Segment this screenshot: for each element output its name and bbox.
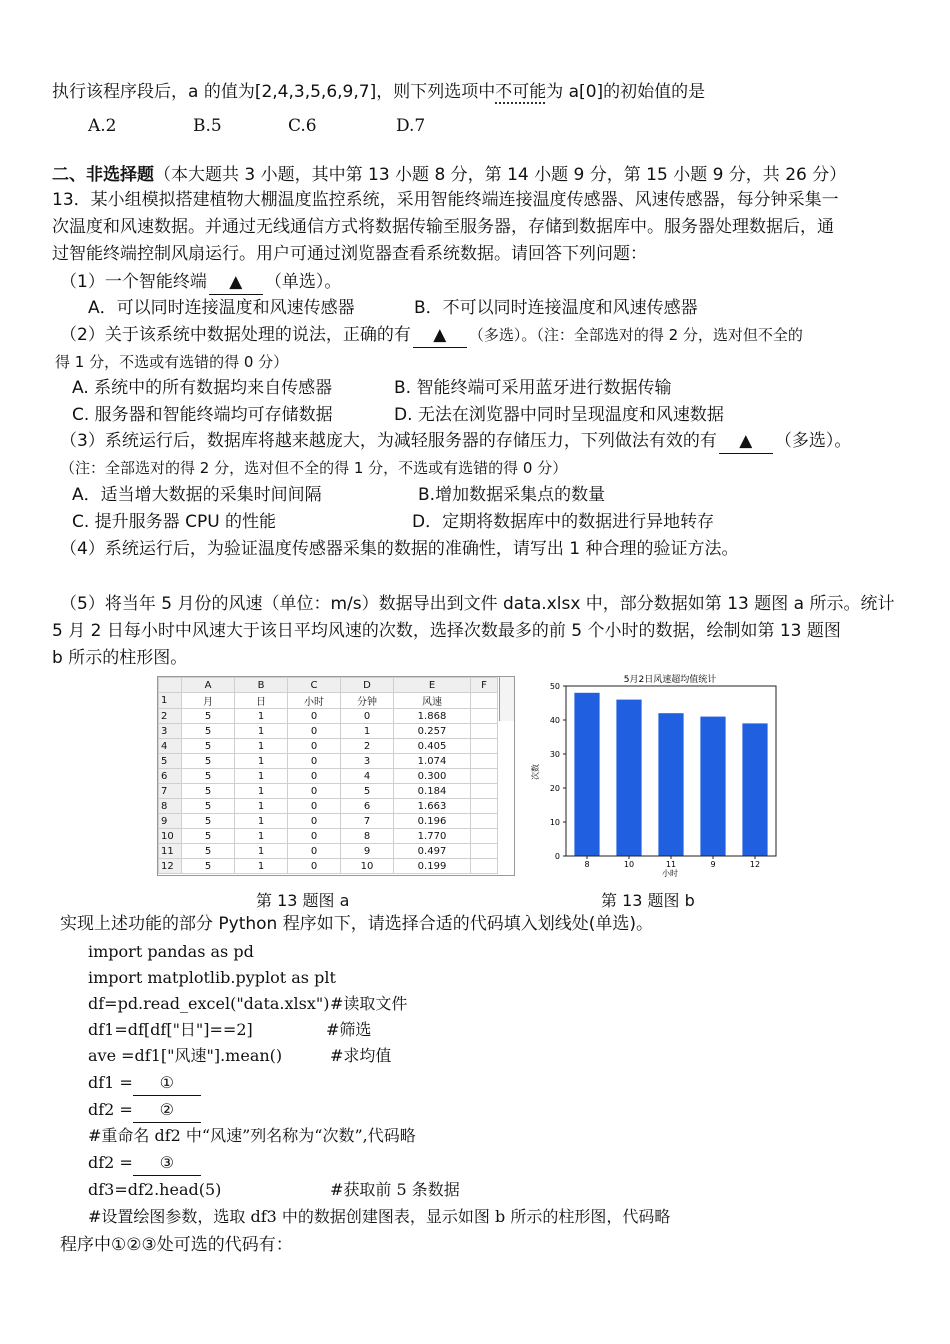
table-cell: 1 (235, 739, 288, 754)
table-cell: 1.074 (394, 754, 471, 769)
table-cell: 0.257 (394, 724, 471, 739)
y-tick-label: 40 (549, 716, 560, 725)
code-line-2: import matplotlib.pyplot as plt (88, 968, 336, 987)
row-number: 11 (159, 844, 182, 859)
q13-intro-1: 13．某小组模拟搭建植物大棚温度监控系统，采用智能终端连接温度传感器、风速传感器，每分钟采集一 (52, 190, 839, 210)
q12-option-b: B.5 (193, 116, 222, 136)
table-cell: 5 (182, 859, 235, 874)
spreadsheet-figure-a (157, 676, 515, 876)
table-cell: 0 (288, 724, 341, 739)
table-cell: 1.868 (394, 709, 471, 724)
y-axis-label: 次数 (531, 764, 540, 780)
col-letter: C (288, 678, 341, 693)
table-row (159, 829, 498, 844)
code-comment-4: #筛选 (326, 1020, 372, 1039)
table-cell: 10 (341, 859, 394, 874)
table-cell: 1.770 (394, 829, 471, 844)
table-cell: 1 (341, 724, 394, 739)
table-cell: 1 (235, 799, 288, 814)
row-number: 10 (159, 829, 182, 844)
empty-cell (471, 859, 498, 874)
table-cell: 0 (288, 739, 341, 754)
row-number: 12 (159, 859, 182, 874)
row-number: 3 (159, 724, 182, 739)
table-cell: 0.199 (394, 859, 471, 874)
col-letter: E (394, 678, 471, 693)
bar-chart-figure-b (530, 672, 780, 882)
q13-intro-2: 次温度和风速数据。并通过无线通信方式将数据传输至服务器，存储到数据库中。服务器处理数据后，通 (52, 217, 834, 237)
empty-cell (471, 844, 498, 859)
row-number: 8 (159, 799, 182, 814)
x-tick-label: 10 (623, 860, 635, 869)
q13-p3-option-d: D．定期将数据库中的数据进行异地转存 (412, 512, 715, 532)
code-line-5: ave =df1["风速"].mean() (88, 1046, 283, 1065)
row-number: 7 (159, 784, 182, 799)
table-cell: 0 (288, 769, 341, 784)
table-row (159, 769, 498, 784)
table-cell: 0.497 (394, 844, 471, 859)
code-intro: 实现上述功能的部分 Python 程序如下，请选择合适的代码填入划线处(单选)。 (60, 914, 653, 934)
q13-p2-option-c: C. 服务器和智能终端均可存储数据 (72, 405, 333, 425)
chart-title: 5月2日风速超均值统计 (623, 675, 717, 685)
empty-cell (471, 829, 498, 844)
q12-stem: 执行该程序段后，a 的值为[2,4,3,5,6,9,7]，则下列选项中不可能为 a[0]的初始值的是 (52, 82, 706, 102)
q13-part5-line1: （5）将当年 5 月份的风速（单位：m/s）数据导出到文件 data.xlsx 中，部分数据如第 13 题图 a 所示。统计 (60, 594, 895, 614)
code-line-1: import pandas as pd (88, 942, 254, 961)
row-number: 2 (159, 709, 182, 724)
col-letter: A (182, 678, 235, 693)
table-cell: 0.184 (394, 784, 471, 799)
table-cell: 0 (288, 859, 341, 874)
y-tick-label: 20 (549, 784, 560, 793)
q13-p2-option-a: A. 系统中的所有数据均来自传感器 (72, 378, 333, 398)
empty-cell (471, 814, 498, 829)
table-cell: 1 (235, 829, 288, 844)
x-tick-label: 9 (710, 860, 716, 869)
table-cell: 0.405 (394, 739, 471, 754)
table-cell: 0 (288, 754, 341, 769)
y-tick-label: 50 (549, 682, 560, 691)
empty-cell (471, 784, 498, 799)
table-cell: 5 (182, 709, 235, 724)
code-line-10: df3=df2.head(5) (88, 1180, 222, 1199)
table-cell: 1 (235, 784, 288, 799)
header-cell: 小时 (288, 693, 341, 709)
table-cell: 5 (182, 814, 235, 829)
answer-blank-2[interactable]: ▲ (413, 323, 467, 348)
answer-blank-1[interactable]: ▲ (209, 270, 263, 295)
table-cell: 2 (341, 739, 394, 754)
q13-part5-line2: 5 月 2 日每小时中风速大于该日平均风速的次数，选择次数最多的前 5 个小时的数据，绘制如第 13 题图 (52, 621, 841, 641)
q13-part5-line3: b 所示的柱形图。 (52, 648, 188, 668)
table-cell: 0 (288, 814, 341, 829)
table-cell: 5 (182, 844, 235, 859)
table-cell: 0 (288, 844, 341, 859)
bar (616, 700, 641, 856)
table-row (159, 844, 498, 859)
footer-text: 程序中①②③处可选的代码有： (60, 1235, 293, 1255)
y-tick-label: 0 (554, 852, 560, 861)
code-line-4: df1=df[df["日"]==2] (88, 1020, 253, 1039)
empty-cell (471, 799, 498, 814)
col-letter: D (341, 678, 394, 693)
q13-p3-option-a: A．适当增大数据的采集时间间隔 (72, 485, 322, 505)
table-cell: 0 (288, 784, 341, 799)
q13-p1-option-a: A．可以同时连接温度和风速传感器 (88, 298, 355, 318)
section-heading: 二、非选择题（本大题共 3 小题，其中第 13 小题 8 分，第 14 小题 9 分，第 15 小题 9 分，共 26 分） (52, 165, 847, 185)
row-number: 1 (159, 693, 182, 709)
y-tick-label: 10 (549, 818, 560, 827)
header-cell: 日 (235, 693, 288, 709)
q13-part2-note: 得 1 分，不选或有选错的得 0 分） (55, 353, 289, 371)
q13-part3-note: （注：全部选对的得 2 分，选对但不全的得 1 分，不选或有选错的得 0 分） (60, 459, 568, 477)
table-row (159, 754, 498, 769)
empty-cell (471, 724, 498, 739)
header-cell: 分钟 (341, 693, 394, 709)
q13-part4: （4）系统运行后，为验证温度传感器采集的数据的准确性，请写出 1 种合理的验证方法。 (60, 539, 739, 559)
q13-p1-option-b: B．不可以同时连接温度和风速传感器 (414, 298, 698, 318)
table-cell: 5 (182, 784, 235, 799)
code-comment-5: #求均值 (330, 1046, 392, 1065)
table-header-row (159, 693, 498, 709)
q13-p2-option-b: B. 智能终端可采用蓝牙进行数据传输 (394, 378, 672, 398)
q13-intro-3: 过智能终端控制风扇运行。用户可通过浏览器查看系统数据。请回答下列问题： (52, 244, 647, 264)
table-cell: 5 (182, 739, 235, 754)
row-number: 4 (159, 739, 182, 754)
row-number: 9 (159, 814, 182, 829)
bar (658, 713, 683, 856)
table-cell: 1 (235, 754, 288, 769)
caption-b: 第 13 题图 b (601, 891, 695, 910)
header-cell: 月 (182, 693, 235, 709)
code-comment-3: #读取文件 (330, 994, 408, 1013)
bar (574, 693, 599, 856)
table-cell: 5 (182, 829, 235, 844)
table-cell: 5 (182, 754, 235, 769)
q12-option-c: C.6 (288, 116, 317, 136)
table-cell: 0.196 (394, 814, 471, 829)
table-cell: 1 (235, 769, 288, 784)
empty-cell (471, 739, 498, 754)
code-line-9: df2 = ③ (88, 1151, 201, 1176)
table-cell: 5 (182, 724, 235, 739)
q12-option-a: A.2 (88, 116, 117, 136)
q13-part2: （2）关于该系统中数据处理的说法，正确的有 ▲ （多选）。（注：全部选对的得 2 分，选对但不全的 (60, 323, 803, 348)
table-row (159, 739, 498, 754)
code-comment-10: #获取前 5 条数据 (330, 1180, 460, 1199)
code-line-6: df1 = ① (88, 1071, 201, 1096)
table-cell: 7 (341, 814, 394, 829)
table-cell: 8 (341, 829, 394, 844)
code-blank-3[interactable]: ③ (133, 1151, 201, 1176)
table-cell: 1.663 (394, 799, 471, 814)
spreadsheet-table (158, 677, 498, 874)
table-cell: 4 (341, 769, 394, 784)
table-row (159, 859, 498, 874)
q12-option-d: D.7 (396, 116, 426, 136)
answer-blank-3[interactable]: ▲ (719, 429, 773, 454)
table-row (159, 724, 498, 739)
table-cell: 0 (288, 709, 341, 724)
header-cell: 风速 (394, 693, 471, 709)
empty-cell (471, 769, 498, 784)
x-axis-label: 小时 (662, 869, 678, 878)
scrollbar[interactable] (499, 677, 514, 721)
table-cell: 5 (182, 799, 235, 814)
table-cell: 0 (288, 829, 341, 844)
col-letter: F (471, 678, 498, 693)
code-line-7: df2 = ② (88, 1098, 201, 1123)
q13-p3-option-b: B.增加数据采集点的数量 (418, 485, 606, 505)
table-cell: 0.300 (394, 769, 471, 784)
table-row (159, 814, 498, 829)
code-line-11: #设置绘图参数，选取 df3 中的数据创建图表，显示如图 b 所示的柱形图，代码略 (88, 1207, 671, 1226)
bar (700, 717, 725, 856)
table-cell: 0 (341, 709, 394, 724)
table-cell: 5 (341, 784, 394, 799)
table-row (159, 799, 498, 814)
x-tick-label: 8 (584, 860, 590, 869)
col-letter: B (235, 678, 288, 693)
empty-cell (471, 754, 498, 769)
table-cell: 6 (341, 799, 394, 814)
table-cell: 1 (235, 859, 288, 874)
table-cell: 5 (182, 769, 235, 784)
x-tick-label: 11 (665, 860, 677, 869)
q13-p3-option-c: C. 提升服务器 CPU 的性能 (72, 512, 277, 532)
bar (742, 723, 767, 856)
code-line-3: df=pd.read_excel("data.xlsx") (88, 994, 330, 1013)
y-tick-label: 30 (549, 750, 560, 759)
table-row (159, 709, 498, 724)
table-cell: 1 (235, 724, 288, 739)
code-blank-2[interactable]: ② (133, 1098, 201, 1123)
empty-cell (471, 709, 498, 724)
q13-part3: （3）系统运行后，数据库将越来越庞大，为减轻服务器的存储压力，下列做法有效的有 ▲ （多选）。 (60, 429, 851, 454)
row-number: 5 (159, 754, 182, 769)
table-cell: 1 (235, 844, 288, 859)
x-tick-label: 12 (749, 860, 761, 869)
table-row (159, 784, 498, 799)
table-cell: 1 (235, 814, 288, 829)
table-cell: 9 (341, 844, 394, 859)
caption-a: 第 13 题图 a (256, 891, 350, 910)
q13-part1: （1）一个智能终端 ▲ （单选）。 (60, 270, 341, 295)
code-line-8: #重命名 df2 中“风速”列名称为“次数”,代码略 (88, 1126, 416, 1145)
column-letter-row (159, 678, 498, 693)
table-cell: 0 (288, 799, 341, 814)
table-cell: 3 (341, 754, 394, 769)
code-blank-1[interactable]: ① (133, 1071, 201, 1096)
table-cell: 1 (235, 709, 288, 724)
row-number: 6 (159, 769, 182, 784)
q13-p2-option-d: D. 无法在浏览器中同时呈现温度和风速数据 (394, 405, 724, 425)
